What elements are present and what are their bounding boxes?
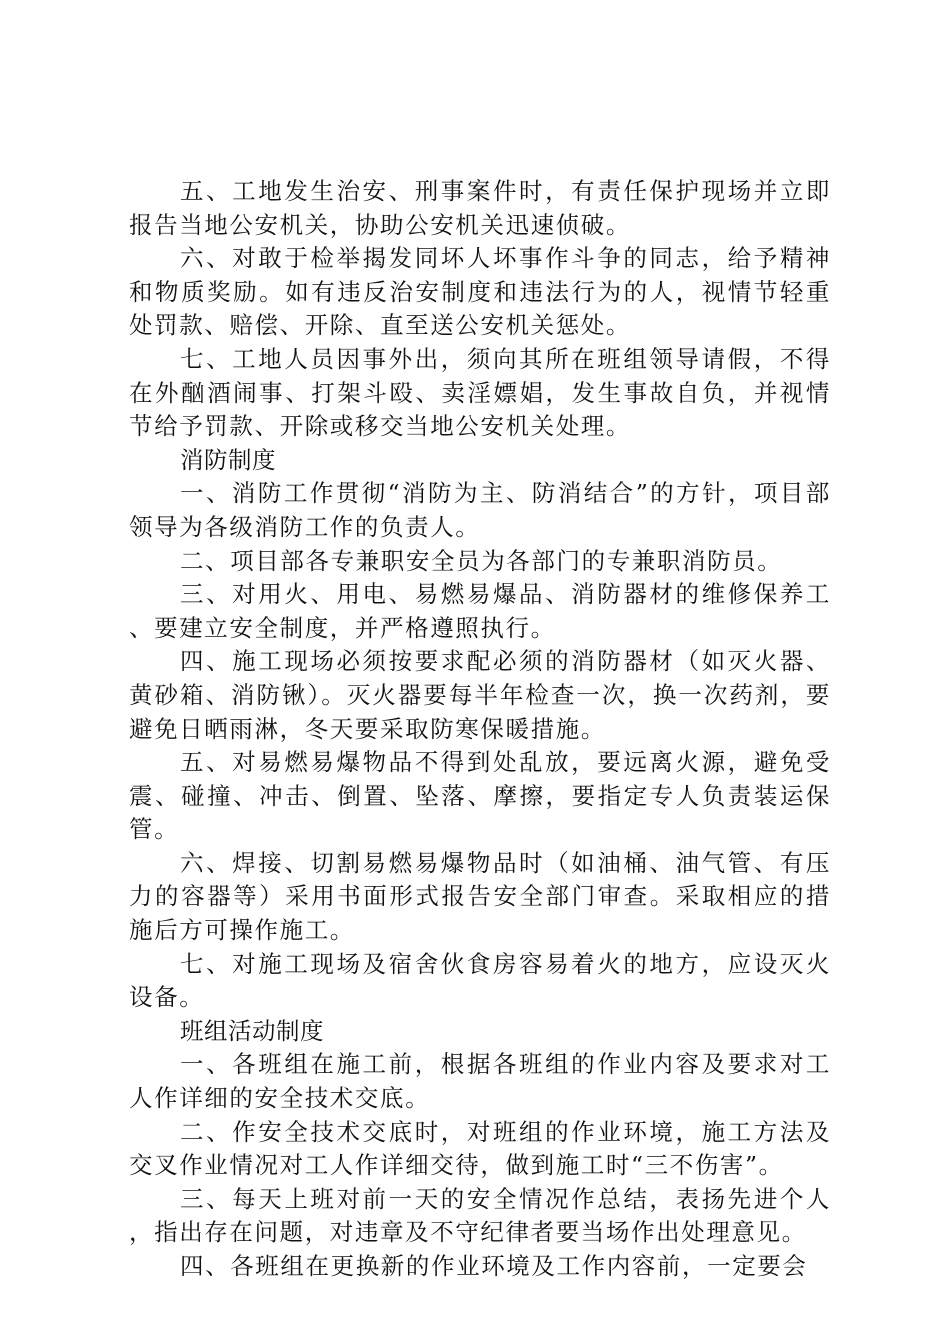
paragraph-security-7: 七、工地人员因事外出，须向其所在班组领导请假，不得在外酗酒闹事、打架斗殴、卖淫嫖娼，发生事故自负，并视情节给予罚款、开除或移交当地公安机关处理。	[129, 344, 831, 441]
paragraph-fire-5: 五、对易燃易爆物品不得到处乱放，要远离火源，避免受震、碰撞、冲击、倒置、坠落、摩擦，要指定专人负责装运保管。	[129, 748, 831, 844]
paragraph-team-2: 二、作安全技术交底时，对班组的作业环境，施工方法及交叉作业情况对工人作详细交待，做到施工时“三不伤害”。	[129, 1117, 831, 1180]
paragraph-fire-1: 一、消防工作贯彻“消防为主、防消结合”的方针，项目部领导为各级消防工作的负责人。	[129, 479, 831, 541]
paragraph-team-3: 三、每天上班对前一天的安全情况作总结，表扬先进个人，指出存在问题，对违章及不守纪律者要当场作出处理意见。	[129, 1184, 831, 1247]
paragraph-security-5: 五、工地发生治安、刑事案件时，有责任保护现场并立即报告当地公安机关，协助公安机关迅速侦破。	[129, 177, 831, 239]
paragraph-fire-6: 六、焊接、切割易燃易爆物品时（如油桶、油气管、有压力的容器等）采用书面形式报告安全部门审查。采取相应的措施后方可操作施工。	[129, 848, 831, 945]
paragraph-fire-4: 四、施工现场必须按要求配必须的消防器材（如灭火器、黄砂箱、消防锹）。灭火器要每半年检查一次，换一次药剂，要避免日晒雨淋，冬天要采取防寒保暖措施。	[129, 647, 831, 743]
paragraph-fire-3: 三、对用火、用电、易燃易爆品、消防器材的维修保养工、要建立安全制度，并严格遵照执行。	[129, 580, 831, 642]
section-heading-team-activity: 班组活动制度	[180, 1016, 324, 1045]
paragraph-fire-7: 七、对施工现场及宿舍伙食房容易着火的地方，应设灭火设备。	[129, 949, 831, 1012]
section-heading-fire: 消防制度	[180, 445, 276, 474]
document-body	[129, 175, 831, 1284]
paragraph-security-6: 六、对敢于检举揭发同坏人坏事作斗争的同志，给予精神和物质奖励。如有违反治安制度和违法行为的人，视情节轻重处罚款、赔偿、开除、直至送公安机关惩处。	[129, 244, 831, 340]
paragraph-team-1: 一、各班组在施工前，根据各班组的作业内容及要求对工人作详细的安全技术交底。	[129, 1050, 831, 1113]
paragraph-team-4: 四、各班组在更换新的作业环境及工作内容前，一定要会	[180, 1252, 808, 1280]
paragraph-fire-2: 二、项目部各专兼职安全员为各部门的专兼职消防员。	[180, 546, 783, 575]
